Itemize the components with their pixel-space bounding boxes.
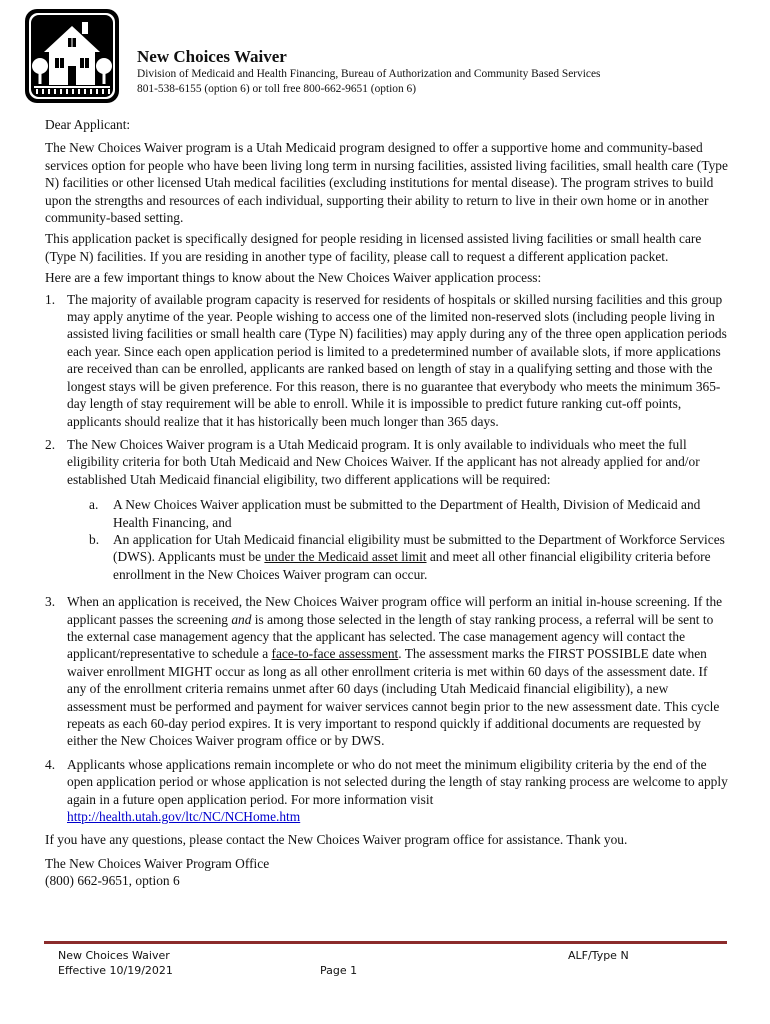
footer-doc-name: New Choices Waiver — [58, 949, 170, 962]
sub-text-before: An application for Utah Medicaid financial eligibility must be submitted to the Department of Workforce Services (DWS). Applicants must be — [113, 531, 725, 565]
item-text-part: When an application is received, the New Choices Waiver program office will perform an initial in-house screening. If the applicant passes the screening — [67, 594, 723, 627]
packet-paragraph: This application packet is specifically designed for people residing in licensed assisted living facilities or small health care (Type N) facilities. If you are residing in another type of facility, please call to request a different application packet. — [45, 231, 702, 264]
list-item — [45, 436, 730, 587]
greeting: Dear Applicant: — [45, 117, 131, 132]
new-choices-house-logo — [24, 8, 120, 104]
list-item — [45, 291, 730, 430]
sub-list-item — [89, 531, 730, 583]
face-to-face-assessment-phrase: face-to-face assessment — [271, 646, 399, 662]
footer-left — [58, 948, 173, 978]
program-title: New Choices Waiver — [137, 47, 287, 66]
sub-list — [89, 496, 730, 583]
item-number: 4. — [45, 756, 56, 772]
more-info-link[interactable]: http://health.utah.gov/ltc/NC/NCHome.htm — [67, 809, 301, 825]
signature-block — [45, 855, 730, 890]
sub-item-letter: a. — [89, 497, 99, 513]
process-list — [45, 291, 730, 826]
item-number: 2. — [45, 436, 56, 452]
sub-item-letter: b. — [89, 531, 100, 547]
item-number: 1. — [45, 291, 56, 307]
item-number: 3. — [45, 594, 56, 610]
footer-form-type: ALF/Type N — [568, 949, 629, 962]
list-item — [45, 593, 730, 750]
sub-list-item — [89, 496, 730, 531]
item-text — [67, 756, 730, 826]
item-text — [67, 593, 730, 750]
list-item — [45, 756, 730, 826]
footer-divider — [44, 941, 727, 944]
sub-item-text: A New Choices Waiver application must be submitted to the Department of Health, Division of Medicaid and Health Financing, and — [113, 497, 701, 530]
item-text: The majority of available program capacity is reserved for residents of hospitals or skilled nursing facilities and this group may apply anytime of the year. People wishing to access one of the limited non-reserved slots (including people living in assisted living facilities or small health care (Type N) facilities) may apply during any of the three open application periods each year. Since each open application period is limited to a predetermined number of available slots, if more applications are received than can be enrolled, applicants are ranked based on length of stay in a qualifying setting and those with the longest stays will be given preference. For this reason, there is no guarantee that everybody who meets the minimum 365-day length of stay requirement will be able to enroll. While it is impossible to predict future ranking cut-off points, applicants should realize that it has historically been much longer than 365 days. — [67, 291, 727, 429]
signature-phone: (800) 662-9651, option 6 — [45, 873, 180, 889]
letterhead — [137, 47, 757, 97]
intro-paragraph: The New Choices Waiver program is a Utah Medicaid program designed to offer a supportive home and community-based services option for people who have been living long term in nursing facilities, assisted living facilities, small health care (Type N) facilities or other licensed Utah medical facilities (excluding institutions for mental disease). The program strives to build upon the strengths and resources of each individual, supporting their ability to return to live in their own home or in another community-based setting. — [45, 140, 728, 226]
footer-page-number: Page 1 — [320, 964, 358, 977]
footer-effective-date: Effective 10/19/2021 — [58, 964, 173, 977]
sub-text-after: and meet all other financial eligibility criteria before enrollment in the New Choices Waiver program can occur. — [113, 549, 711, 582]
contact-phone: 801-538-6155 (option 6) or toll free 800-662-9651 (option 6) — [137, 83, 417, 95]
item-text: The New Choices Waiver program is a Utah Medicaid program. It is only available to individuals who meet the full eligibility criteria for both Utah Medicaid and New Choices Waiver. If the applicant has not already applied for and/or established Utah Medicaid financial eligibility, two different applications will be required: — [67, 436, 700, 487]
emphasis-and: and — [231, 611, 252, 627]
sub-item-text — [113, 531, 730, 583]
division-name: Division of Medicaid and Health Financing, Bureau of Authorization and Community Based Services — [137, 68, 601, 80]
signature-office: The New Choices Waiver Program Office — [45, 855, 270, 871]
item-text-part: is among those selected in the length of stay ranking process, a referral will be sent to the external case management agency that the applicant has selected. The case management agency will contact the applicant/representative to schedule a — [67, 611, 714, 662]
item-text-part: . The assessment marks the FIRST POSSIBLE date when waiver enrollment MIGHT occur as long as all other enrollment criteria is met within 60 days of the assessment date. If any of the enrollment criteria remains unmet after 60 days (including Utah Medicaid financial eligibility), a new assessment must be performed and payment for waiver services cannot begin prior to the new assessment date. This cycle repeats as each 60-day period expires. It is very important to respond quickly if additional documents are requested by either the New Choices Waiver program office or by DWS. — [67, 646, 720, 749]
closing-paragraph: If you have any questions, please contact the New Choices Waiver program office for assistance. Thank you. — [45, 832, 628, 848]
page-footer — [58, 948, 738, 988]
letter-body — [45, 116, 730, 890]
lead-in-paragraph: Here are a few important things to know about the New Choices Waiver application process: — [45, 270, 542, 286]
item-text-part: Applicants whose applications remain incomplete or who do not meet the minimum eligibility criteria by the end of the open application period or whose application is not selected during the length of stay ranking process are welcome to apply again in a future open application period. For more information visit — [67, 756, 728, 807]
asset-limit-phrase: under the Medicaid asset limit — [264, 549, 427, 565]
